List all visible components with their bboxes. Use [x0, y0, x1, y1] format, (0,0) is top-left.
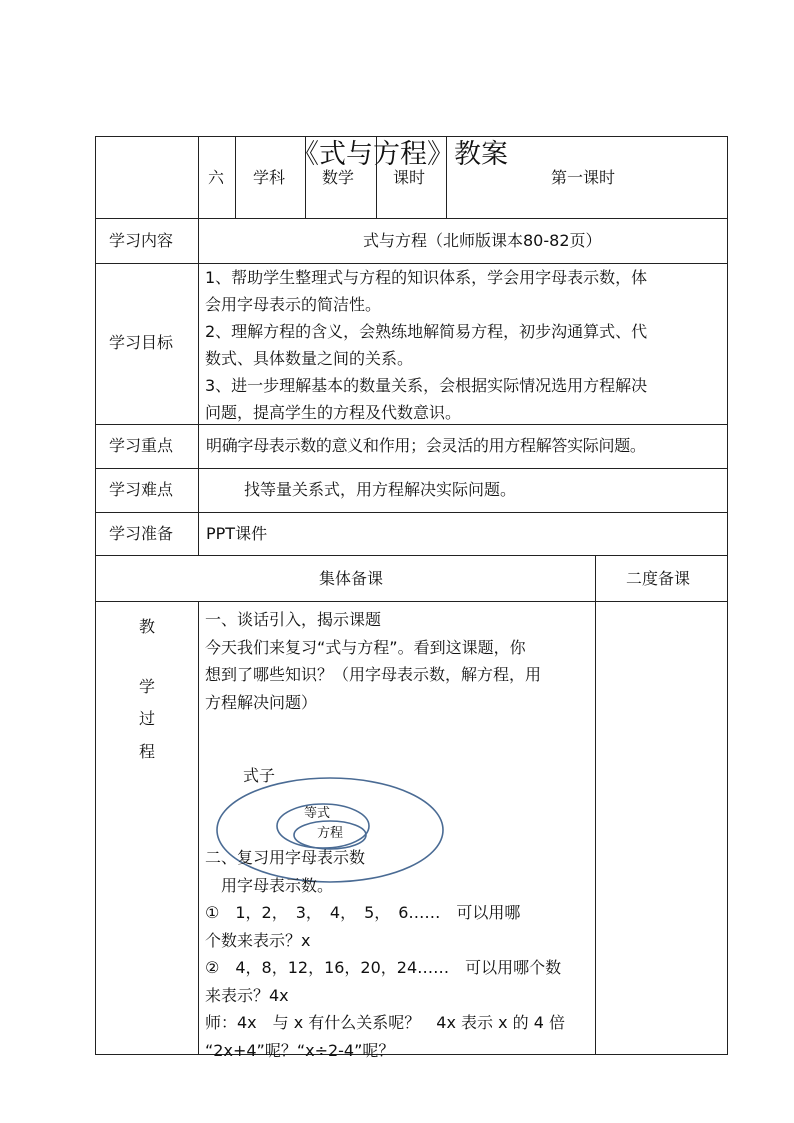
prep-label: 学习准备 [109, 524, 174, 543]
goals-line: 2、理解方程的含义，会熟练地解简易方程，初步沟通算式、代 [205, 322, 648, 341]
content-label: 学习内容 [109, 231, 174, 250]
process-line: ② 4，8，12，16，20，24…… 可以用哪个数 [205, 958, 562, 977]
process-line: “2x+4”呢？“x÷2-4”呢？ [205, 1040, 395, 1060]
diagram-outer-label: 式子 [243, 766, 276, 785]
goals-line: 1、帮助学生整理式与方程的知识体系，学会用字母表示数，体 [205, 268, 648, 287]
process-label-char: 程 [138, 742, 155, 761]
process-line: ① 1，2， 3， 4， 5， 6…… 可以用哪 [205, 903, 521, 922]
process-line: 一、谈话引入，揭示课题 [205, 610, 382, 629]
process-line: 师：4x 与 x 有什么关系呢？ 4x 表示 x 的 4 倍 [205, 1013, 566, 1032]
process-line: 想到了哪些知识？（用字母表示数，解方程，用 [205, 665, 542, 684]
diagram-inner-label: 方程 [317, 826, 344, 841]
prep-value: PPT课件 [206, 524, 268, 543]
process-line: 今天我们来复习“式与方程”。看到这课题，你 [205, 637, 526, 657]
lesson-label: 课时 [393, 168, 426, 187]
process-line: 用字母表示数。 [205, 875, 334, 895]
content-value: 式与方程（北师版课本80-82页） [363, 231, 602, 250]
process-label-char: 过 [138, 709, 155, 728]
subject-value: 数学 [322, 168, 355, 187]
goals-line: 会用字母表示的简洁性。 [205, 295, 382, 314]
process-line: 二、复习用字母表示数 [205, 848, 366, 867]
key-value: 明确字母表示数的意义和作用；会灵活的用方程解答实际问题。 [206, 436, 646, 455]
process-label-char: 教 [138, 617, 155, 636]
key-label: 学习重点 [109, 436, 174, 455]
document-title: 《式与方程》教案 [292, 139, 508, 170]
goals-line: 问题，提高学生的方程及代数意识。 [205, 403, 462, 422]
second-prep-header: 二度备课 [626, 569, 691, 588]
process-intro [205, 606, 593, 716]
subject-label: 学科 [253, 168, 286, 187]
diagram-middle-label: 等式 [304, 806, 331, 821]
process-label-char: 学 [138, 677, 155, 696]
goals-line: 数式、具体数量之间的关系。 [205, 349, 414, 368]
process-line: 来表示？4x [205, 985, 289, 1005]
goals-label: 学习目标 [109, 333, 174, 352]
goals-text [205, 264, 725, 426]
difficulty-label: 学习难点 [109, 480, 174, 499]
difficulty-value: 找等量关系式，用方程解决实际问题。 [244, 480, 517, 499]
lesson-value: 第一课时 [551, 168, 616, 187]
goals-line: 3、进一步理解基本的数量关系，会根据实际情况选用方程解决 [205, 376, 648, 395]
collective-prep-header: 集体备课 [319, 569, 384, 588]
process-review [205, 844, 593, 1064]
process-line: 个数来表示？x [205, 930, 311, 950]
process-line: 方程解决问题） [205, 692, 318, 712]
grade-value: 六 [208, 168, 225, 187]
